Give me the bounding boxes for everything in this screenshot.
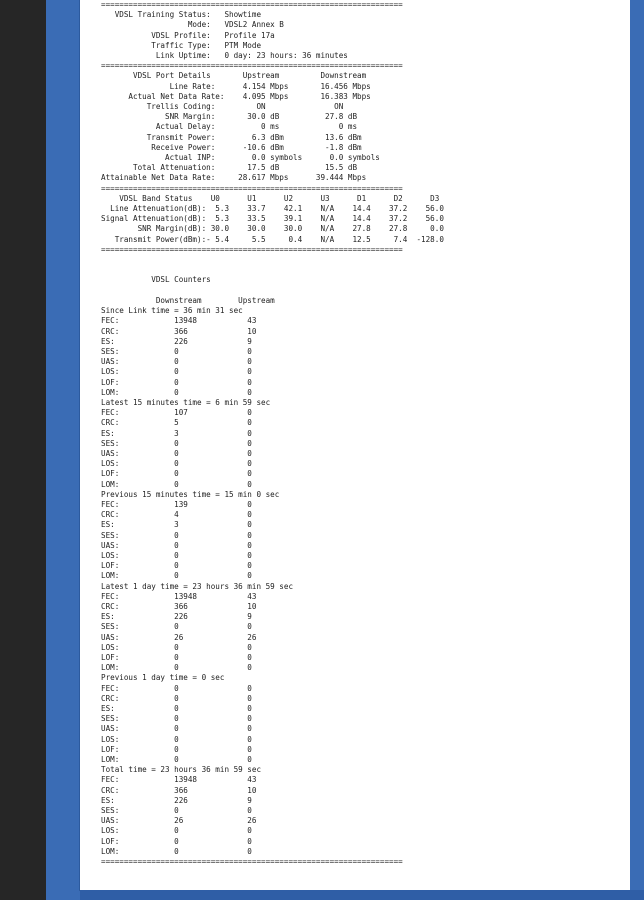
report-line: FEC: 13948 43 bbox=[101, 775, 257, 785]
report-line: CRC: 366 10 bbox=[101, 326, 257, 336]
report-line: UAS: 26 26 bbox=[101, 632, 257, 642]
report-line: LOF: 0 0 bbox=[101, 469, 252, 479]
report-line bbox=[101, 265, 444, 275]
report-line: Previous 1 day time = 0 sec bbox=[101, 673, 225, 683]
report-line: Since Link time = 36 min 31 sec bbox=[101, 306, 243, 316]
report-line: UAS: 0 0 bbox=[101, 448, 252, 458]
report-line: LOS: 0 0 bbox=[101, 550, 252, 560]
report-line: FEC: 107 0 bbox=[101, 408, 252, 418]
report-line: CRC: 4 0 bbox=[101, 510, 252, 520]
dsl-statistics-text bbox=[101, 0, 444, 867]
report-line: SES: 0 0 bbox=[101, 806, 252, 816]
report-line: LOS: 0 0 bbox=[101, 826, 252, 836]
report-line: LOF: 0 0 bbox=[101, 653, 252, 662]
report-line: Actual INP: 0.0 symbols 0.0 symbols bbox=[101, 153, 380, 163]
report-line: Transmit Power(dBm):- 5.4 5.5 0.4 N/A 12.5 7.4 -128.0 bbox=[101, 234, 444, 244]
report-line: CRC: 0 0 bbox=[101, 693, 252, 703]
report-line: VDSL Counters bbox=[101, 275, 211, 285]
report-line: LOM: 0 0 bbox=[101, 755, 252, 765]
report-line: VDSL Port Details Upstream Downstream bbox=[101, 71, 367, 81]
report-line: LOS: 0 0 bbox=[101, 734, 252, 744]
report-line: Transmit Power: 6.3 dBm 13.6 dBm bbox=[101, 132, 362, 142]
report-line: FEC: 13948 43 bbox=[101, 591, 257, 601]
right-blue-margin bbox=[630, 0, 644, 900]
report-line: ================================================================== bbox=[101, 0, 403, 9]
report-line: LOS: 0 0 bbox=[101, 459, 252, 469]
report-line: Latest 1 day time = 23 hours 36 min 59 sec bbox=[101, 581, 294, 591]
report-line: ES: 226 9 bbox=[101, 612, 252, 622]
report-line: Line Attenuation(dB): 5.3 33.7 42.1 N/A 14.4 37.2 56.0 bbox=[101, 204, 444, 214]
report-line: Mode: VDSL2 Annex B bbox=[101, 20, 284, 30]
report-line: UAS: 0 0 bbox=[101, 724, 252, 734]
report-line: Link Uptime: 0 day: 23 hours: 36 minutes bbox=[101, 51, 348, 61]
left-blue-margin bbox=[46, 0, 80, 900]
report-line bbox=[101, 255, 444, 265]
report-line: Signal Attenuation(dB): 5.3 33.5 39.1 N/A 14.4 37.2 56.0 bbox=[101, 214, 444, 224]
report-line: Actual Net Data Rate: 4.095 Mbps 16.383 Mbps bbox=[101, 91, 371, 101]
report-line: ================================================================== bbox=[101, 61, 403, 71]
report-line: UAS: 26 26 bbox=[101, 816, 257, 826]
report-line: VDSL Band Status U0 U1 U2 U3 D1 D2 D3 bbox=[101, 193, 440, 203]
report-line: SES: 0 0 bbox=[101, 438, 252, 448]
report-line: FEC: 0 0 bbox=[101, 683, 252, 693]
report-line: Total time = 23 hours 36 min 59 sec bbox=[101, 765, 262, 775]
left-dark-rail bbox=[0, 0, 46, 900]
report-line: LOF: 0 0 bbox=[101, 377, 252, 387]
report-line: SNR Margin(dB): 30.0 30.0 30.0 N/A 27.8 27.8 0.0 bbox=[101, 224, 444, 234]
report-line: LOF: 0 0 bbox=[101, 836, 252, 846]
report-line: Traffic Type: PTM Mode bbox=[101, 40, 262, 50]
report-line: ES: 226 9 bbox=[101, 795, 252, 805]
report-line: Total Attenuation: 17.5 dB 15.5 dB bbox=[101, 163, 358, 173]
report-line: Trellis Coding: ON ON bbox=[101, 102, 344, 112]
report-line: ================================================================== bbox=[101, 183, 403, 193]
report-line: LOM: 0 0 bbox=[101, 479, 252, 489]
report-line: ES: 3 0 bbox=[101, 428, 252, 438]
report-line: Actual Delay: 0 ms 0 ms bbox=[101, 122, 358, 132]
report-line: SES: 0 0 bbox=[101, 346, 252, 356]
report-line: CRC: 5 0 bbox=[101, 418, 252, 428]
report-line: LOM: 0 0 bbox=[101, 663, 252, 673]
report-line: LOF: 0 0 bbox=[101, 561, 252, 571]
report-line: UAS: 0 0 bbox=[101, 357, 252, 367]
report-line: LOS: 0 0 bbox=[101, 367, 252, 377]
report-line: CRC: 366 10 bbox=[101, 785, 257, 795]
report-line: Attainable Net Data Rate: 28.617 Mbps 39.444 Mbps bbox=[101, 173, 367, 183]
report-line: LOM: 0 0 bbox=[101, 387, 252, 397]
report-line: VDSL Training Status: Showtime bbox=[101, 10, 262, 20]
report-line: ES: 3 0 bbox=[101, 520, 252, 530]
report-line: LOM: 0 0 bbox=[101, 846, 252, 856]
bottom-blue-margin bbox=[80, 890, 644, 900]
report-line: LOM: 0 0 bbox=[101, 571, 252, 581]
report-line: SES: 0 0 bbox=[101, 530, 252, 540]
report-line: SES: 0 0 bbox=[101, 622, 252, 632]
report-line: LOF: 0 0 bbox=[101, 744, 252, 754]
report-line: SES: 0 0 bbox=[101, 714, 252, 724]
report-line: Previous 15 minutes time = 15 min 0 sec bbox=[101, 489, 280, 499]
report-line: Latest 15 minutes time = 6 min 59 sec bbox=[101, 397, 271, 407]
report-line: UAS: 0 0 bbox=[101, 540, 252, 550]
report-line: FEC: 13948 43 bbox=[101, 316, 257, 326]
report-line: FEC: 139 0 bbox=[101, 499, 252, 509]
report-line: ================================================================== bbox=[101, 857, 403, 867]
report-line: Line Rate: 4.154 Mbps 16.456 Mbps bbox=[101, 81, 371, 91]
report-line: Downstream Upstream bbox=[101, 295, 275, 305]
report-line: Receive Power: -10.6 dBm -1.8 dBm bbox=[101, 142, 362, 152]
report-line: SNR Margin: 30.0 dB 27.8 dB bbox=[101, 112, 358, 122]
report-line: CRC: 366 10 bbox=[101, 601, 257, 611]
report-line: LOS: 0 0 bbox=[101, 642, 252, 652]
report-line: VDSL Profile: Profile 17a bbox=[101, 30, 275, 40]
report-line: ES: 0 0 bbox=[101, 704, 252, 714]
report-line: ================================================================== bbox=[101, 244, 403, 254]
report-line bbox=[101, 286, 444, 296]
report-line: ES: 226 9 bbox=[101, 336, 252, 346]
